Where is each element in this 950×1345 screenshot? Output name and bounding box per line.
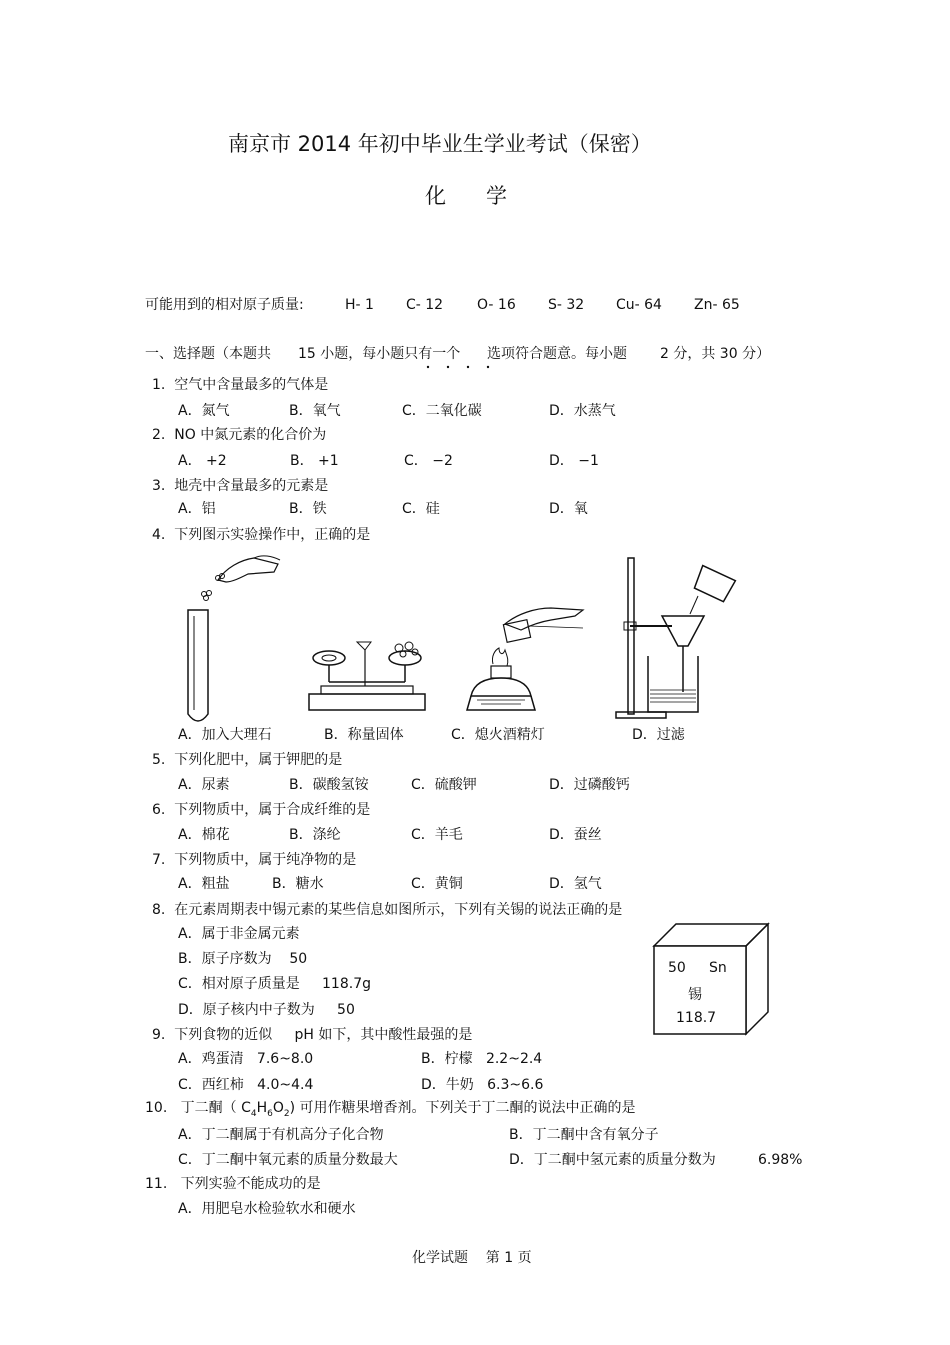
q10-option-d-value: 6.98% [758,1152,803,1168]
q11-option-a: A．用肥皂水检验软水和硬水 [178,1201,356,1217]
mass-o: O- 16 [477,297,516,313]
element-atomic-number: 50 [668,960,686,976]
q3-option-b: B．铁 [289,501,327,517]
mass-cu: Cu- 64 [616,297,662,313]
section-title-3: 选项符合题意。每小题 [487,346,627,362]
q7-option-c: C．黄铜 [411,876,463,892]
q8-option-d: D．原子核内中子数为 50 [178,1002,355,1018]
q3-stem: 3. 地壳中含量最多的元素是 [152,478,329,494]
q9-option-d: D．牛奶 6.3~6.6 [421,1077,544,1093]
q8-option-b: B．原子序数为 50 [178,951,308,967]
q4-option-b: B．称量固体 [324,727,404,743]
element-symbol: Sn [709,960,727,976]
q5-option-a: A．尿素 [178,777,230,793]
q2-stem: 2. NO 中氮元素的化合价为 [152,427,327,443]
q10-sub-c: 4 [250,1108,257,1119]
page-footer: 化学试题 第 1 页 [412,1250,532,1266]
q4-stem: 4. 下列图示实验操作中，正确的是 [152,527,371,543]
q5-option-d: D．过磷酸钙 [549,777,630,793]
q6-option-c: C．羊毛 [411,827,463,843]
section-title-1: 一、选择题（本题共 [145,346,271,362]
q10-option-d: D．丁二酮中氢元素的质量分数为 [509,1152,716,1168]
q11-stem: 11. 下列实验不能成功的是 [145,1176,321,1192]
q10-sub-h: 6 [267,1108,273,1119]
q2-option-c: C． −2 [404,453,453,469]
q7-option-d: D．氢气 [549,876,602,892]
section-title-4: 2 分，共 30 分） [660,346,771,362]
q9-option-b: B．柠檬 2.2~2.4 [421,1051,543,1067]
test-tube-illustration [178,552,298,722]
q6-option-b: B．涤纶 [289,827,341,843]
atomic-mass-label: 可能用到的相对原子质量: [145,297,304,313]
mass-zn: Zn- 65 [694,297,740,313]
q9-option-c: C．西红柿 4.0~4.4 [178,1077,314,1093]
q10-option-c: C．丁二酮中氧元素的质量分数最大 [178,1152,398,1168]
q1-option-c: C．二氧化碳 [402,403,482,419]
q3-option-a: A．铝 [178,501,216,517]
mass-s: S- 32 [548,297,585,313]
q4-option-d: D．过滤 [632,727,685,743]
q8-option-a: A．属于非金属元素 [178,926,300,942]
q10-option-b: B．丁二酮中含有氧分子 [509,1127,659,1143]
q8-option-c: C．相对原子质量是 118.7g [178,976,371,992]
q7-option-b: B．糖水 [272,876,324,892]
q7-option-a: A．粗盐 [178,876,230,892]
q10-sub-o: 2 [283,1108,290,1119]
q6-option-d: D．蚕丝 [549,827,602,843]
filtration-illustration [610,556,750,721]
balance-illustration [305,636,435,716]
q10-stem-post: ) 可用作糖果增香剂。下列关于丁二酮的说法中正确的是 [289,1100,636,1116]
q1-stem: 1. 空气中含量最多的气体是 [152,377,329,393]
q1-option-a: A．氮气 [178,403,230,419]
q5-stem: 5. 下列化肥中，属于钾肥的是 [152,752,343,768]
q8-stem: 8. 在元素周期表中锡元素的某些信息如图所示，下列有关锡的说法正确的是 [152,902,623,918]
q5-option-c: C．硫酸钾 [411,777,477,793]
q7-stem: 7. 下列物质中，属于纯净物的是 [152,852,357,868]
exam-title: 南京市 2014 年初中毕业生学业考试（保密） [228,132,652,156]
element-atomic-mass: 118.7 [676,1010,717,1026]
q9-option-a: A．鸡蛋清 7.6~8.0 [178,1051,314,1067]
q3-option-c: C．硅 [402,501,440,517]
element-name: 锡 [688,987,702,1003]
emphasis-dots [425,364,505,370]
q10-stem-pre: 10. 丁二酮（ C [145,1100,251,1116]
q1-option-b: B．氧气 [289,403,341,419]
mass-h: H- 1 [345,297,374,313]
alcohol-lamp-illustration [465,600,595,720]
q2-option-a: A． +2 [178,453,227,469]
q10-stem [145,1099,636,1123]
q4-option-c: C．熄火酒精灯 [451,727,545,743]
q5-option-b: B．碳酸氢铵 [289,777,369,793]
q9-stem: 9. 下列食物的近似 pH 如下，其中酸性最强的是 [152,1027,473,1043]
section-title-2: 15 小题，每小题只有一个 [298,346,461,362]
mass-c: C- 12 [406,297,444,313]
q10-o: O [272,1100,284,1116]
q3-option-d: D．氧 [549,501,588,517]
q2-option-d: D． −1 [549,453,599,469]
q1-option-d: D．水蒸气 [549,403,616,419]
q6-stem: 6. 下列物质中，属于合成纤维的是 [152,802,371,818]
subject-title: 化 学 [425,184,508,208]
q10-h: H [256,1100,268,1116]
q2-option-b: B． +1 [290,453,339,469]
q6-option-a: A．棉花 [178,827,230,843]
q10-option-a: A．丁二酮属于有机高分子化合物 [178,1127,384,1143]
q4-option-a: A．加入大理石 [178,727,272,743]
